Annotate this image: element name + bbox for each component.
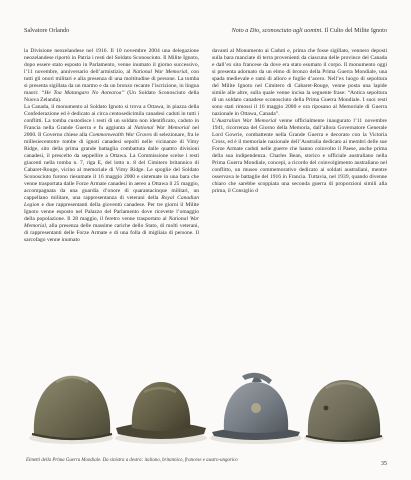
helmet-british <box>115 382 207 444</box>
text-run: (Un Soldato Sconosciuto della Nuova Zelanda). <box>24 90 199 103</box>
running-header <box>24 27 387 34</box>
text-run: venne ufficialmente inaugurato l’11 novembre 1941, ricorrenza del Giorno della Memoria, dall’allora Governatore Generale Lord Gowrie, combattente nella Grande Guerra e decorato con la Victoria Cross, ed è il memoriale nazionale dell’Australia dedicato ai membri delle sue Forze Armate caduti nelle guerre che hanno coinvolto il Paese, anche prima della sua indipendenza. Charles Bean, storico e ufficiale australiano nella Prima Guerra Mondiale, concepì, a ricordo del coinvolgimento australiano nel conflitto, un museo commemorativo dedicato ai soldati australiani, mentre osservava le battaglie del 1916 in Francia. Tuttavia, nel 1939, quando divenne chiaro che sarebbe scoppiata una seconda guerra di proporzioni simili alla prima, il Consiglio d <box>212 118 387 194</box>
emphasis: Commonwealth War Graves <box>88 132 152 138</box>
helmet-austro-hungarian <box>304 380 384 444</box>
text-run: davanti al Monumento ai Caduti e, prima che fosse sigillato, vennero deposti sulla bara manciate di terra provenienti da ciascuna delle province del Canada e dall’ex sito francese da dove era stato esumato il corpo. Il monumento oggi si presenta adornato da un elmo di bronzo della Prima Guerra Mondiale, una spada medievale e rami di alloro e foglie d’acero. Nell’ex luogo di sepoltura del Milite Ignoto nel Cimitero di Cabaret-Rouge, venne posta una lapide simile alle altre, sulla quale venne incisa la seguente frase: “Antica sepoltura di un soldato canadese sconosciuto della Prima Guerra Mondiale. I suoi resti sono stati rimossi il 16 maggio 2000 e ora riposano al Memoriale di Guerra nazionale in Ottawa, Canada”. <box>212 48 387 117</box>
emphasis: National War Memorial <box>24 216 199 229</box>
emphasis: “He Toa Matangaro No Aotearoa” <box>41 90 125 96</box>
text-run: di selezionare, fra le millesiecentotre tombe di ignoti canadesi sepolti nelle vicinanze di Vimy Ridge, sito della prima grande battaglia combattuta dalle quattro divisioni canadesi, il prescelto da seppellire a Ottawa. La Commissione scelse i resti giacenti nella tomba n. 7, riga E, del lotto n. 8 del Cimitero britannico di Cabaret-Rouge, vicino al memoriale di Vimy Ridge. Le spoglie del Soldato Sconosciuto furono riesumate il 16 maggio 2000 e sistemate in una bara che venne trasportata dalle Forze Armate canadesi in aereo a Ottawa il 25 maggio, accompagnata da una guardia d’onore di quarantacinque militari, un cappellano militare, una rappresentanza di veterani della <box>24 132 199 201</box>
helmet-italian <box>29 376 113 444</box>
helmets-photo <box>26 358 386 450</box>
header-title-italic: Noto a Dio, sconosciuto agli uomini. <box>231 27 323 34</box>
emphasis: National War Memorial <box>132 69 188 75</box>
helmet-french <box>210 373 302 444</box>
text-run: nel 2000. Il Governo chiese alla <box>24 125 199 138</box>
right-paragraph-2 <box>212 118 387 195</box>
page-number: 35 <box>380 460 387 467</box>
left-column <box>24 48 199 244</box>
left-paragraph-2 <box>24 104 199 244</box>
emphasis: Australian War Memorial <box>216 118 277 124</box>
text-run: L’ <box>212 118 217 124</box>
text-run: la Divisione neozelandese nel 1916. Il 10 novembre 2004 una delegazione neozelandese riportò in Patria i resti del Soldato Sconosciuto. Il Milite Ignoto, dopo essere stato esposto in Parlamento, venne inumato il giorno successivo, l’11 novembre, anniversario dell’armistizio, al <box>24 48 199 75</box>
text-run: La Canada, il monumento al Soldato Ignoto si trova a Ottawa, in piazza della Confederazione ed è dedicato ai circa centosedicimila canadesi caduti in tutti i conflitti. La tomba custodisce i resti di un soldato non identificato, caduto in Francia nella Grande Guerra e fu aggiunta al <box>24 104 199 131</box>
text-run: , alla presenza delle massime cariche dello Stato, di molti veterani, di rappresentanti delle Forze Armate e di una folla di migliaia di persone. Il sarcofago venne inumato <box>24 223 199 243</box>
text-run: e due rappresentanti della gioventù canadese. Per tre giorni il Milite Ignoto venne esposto nel Palazzo del Parlamento dove ricevette l’omaggio della popolazione. Il 28 maggio, il feretro venne trasportato al <box>24 202 199 222</box>
emphasis: Royal Canadian Legion <box>24 195 199 208</box>
photo-caption: Elmetti della Prima Guerra Mondiale. Da sinistra a destra: italiano, britannico, francese e austro-ungarico <box>26 458 238 463</box>
right-column <box>212 48 387 244</box>
emphasis: National War Memorial <box>134 125 190 131</box>
left-paragraph-1 <box>24 48 199 104</box>
body-columns <box>24 48 387 244</box>
text-run: , con tutti gli onori militari e alla presenza di una moltitudine di persone. La tomba si presenta sigillata da un marmo e da un bronzo recante l’iscrizione, in lingua maori: <box>24 69 199 96</box>
header-title <box>232 27 387 34</box>
header-title-normal: Il Culto del Milite Ignoto <box>324 27 387 34</box>
right-paragraph-1 <box>212 48 387 118</box>
header-author: Salvatore Orlando <box>24 27 70 34</box>
